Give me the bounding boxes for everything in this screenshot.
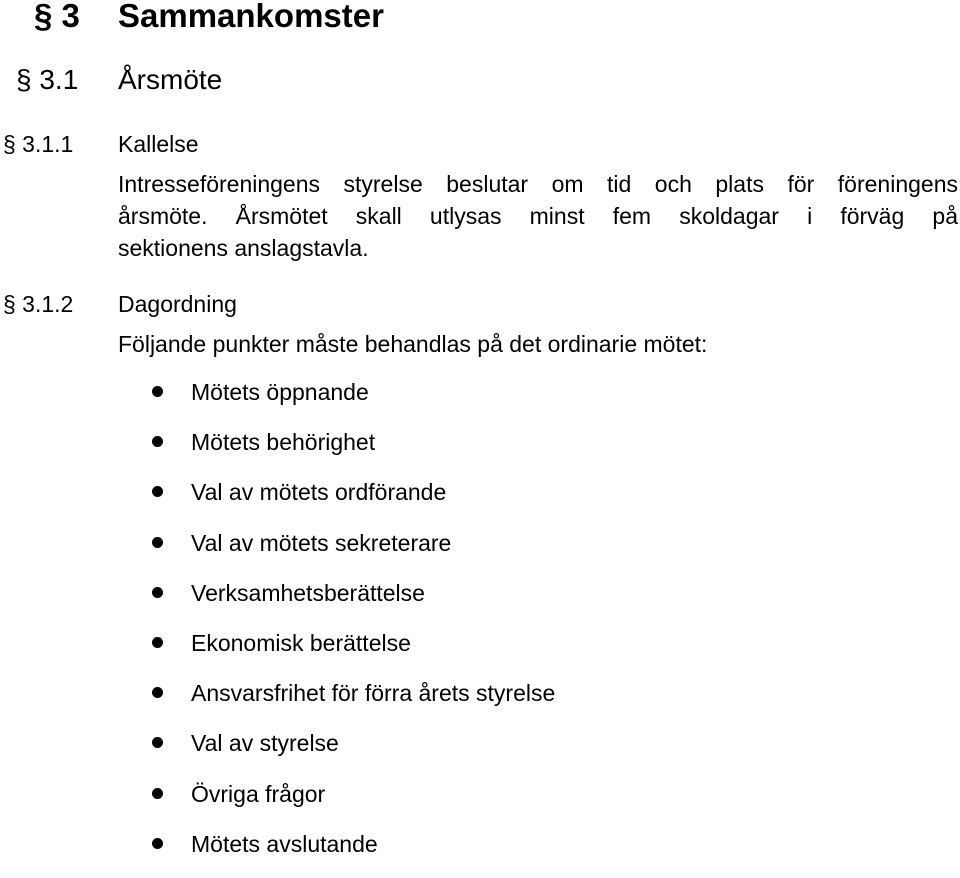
- chapter-title: Sammankomster: [118, 0, 384, 34]
- agenda-item-text: Övriga frågor: [191, 780, 326, 807]
- agenda-item-text: Mötets avslutande: [191, 830, 378, 857]
- bullet-icon: [152, 386, 163, 397]
- section-title: Årsmöte: [118, 64, 223, 95]
- agenda-item-text: Mötets behörighet: [191, 429, 376, 456]
- bullet-icon: [152, 587, 163, 598]
- agenda-item-text: Val av mötets sekreterare: [191, 529, 452, 556]
- agenda-item-text: Verksamhetsberättelse: [191, 579, 425, 606]
- subsection-kallelse-title: Kallelse: [118, 131, 199, 157]
- bullet-icon: [152, 788, 163, 799]
- subsection-dagordning-title: Dagordning: [118, 291, 237, 317]
- bullet-icon: [152, 486, 163, 497]
- section-number: § 3.1: [16, 64, 79, 95]
- bullet-icon: [152, 687, 163, 698]
- bullet-icon: [152, 537, 163, 548]
- bullet-icon: [152, 436, 163, 447]
- bullet-icon: [152, 838, 163, 849]
- bullet-icon: [152, 737, 163, 748]
- agenda-item-text: Ansvarsfrihet för förra årets styrelse: [191, 680, 556, 707]
- dagordning-intro: Följande punkter måste behandlas på det ordinarie mötet:: [118, 331, 708, 357]
- bullet-icon: [152, 637, 163, 648]
- chapter-number: § 3: [34, 0, 80, 34]
- subsection-dagordning-number: § 3.1.2: [3, 291, 74, 317]
- agenda-item-text: Mötets öppnande: [191, 379, 369, 405]
- subsection-kallelse-number: § 3.1.1: [3, 131, 74, 157]
- kallelse-line: Intresseföreningens styrelse beslutar om tid och plats för föreningens: [118, 171, 958, 197]
- agenda-item-text: Ekonomisk berättelse: [191, 629, 411, 656]
- kallelse-line: sektionens anslagstavla.: [118, 235, 369, 261]
- agenda-item-text: Val av mötets ordförande: [191, 479, 447, 506]
- agenda-item-text: Val av styrelse: [191, 730, 339, 757]
- kallelse-paragraph: [118, 168, 958, 264]
- kallelse-line: årsmöte. Årsmötet skall utlysas minst fem skoldagar i förväg på: [118, 203, 958, 229]
